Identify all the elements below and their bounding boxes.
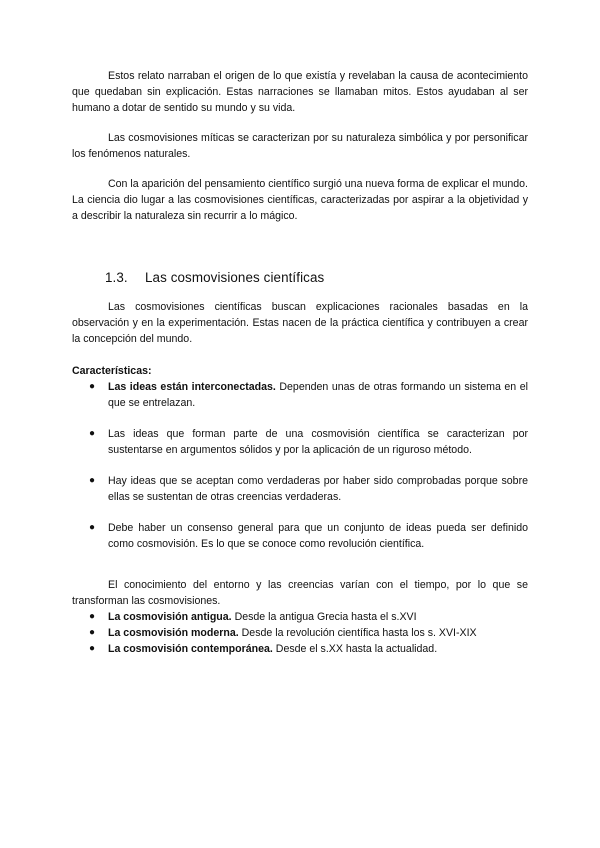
list-item <box>72 379 528 411</box>
intro-paragraph-2: Las cosmovisiones míticas se caracterizan por su naturaleza simbólica y por personificar los fenómenos naturales. <box>72 132 528 160</box>
list-item <box>72 609 528 625</box>
list-item <box>72 520 528 552</box>
item-text: Desde el s.XX hasta la actualidad. <box>272 643 438 655</box>
characteristics-list <box>72 379 528 552</box>
item-bold-text: La cosmovisión moderna. <box>108 627 239 639</box>
item-text: Desde la revolución científica hasta los s. XVI-XIX <box>238 627 477 639</box>
bullet-icon: ● <box>89 627 96 638</box>
list-item <box>72 426 528 458</box>
item-text: Las ideas que forman parte de una cosmovisión científica se caracterizan por sustentarse en argumentos sólidos y por la aplicación de un riguroso método. <box>108 428 528 456</box>
item-bold-text: Las ideas están interconectadas. <box>108 381 276 393</box>
list-item <box>72 641 528 657</box>
evolution-list <box>72 609 528 657</box>
intro-paragraph-1: Estos relato narraban el origen de lo que existía y revelaban la causa de acontecimiento que quedaban sin explicación. Estas narraciones se llamaban mitos. Estos ayudaban al ser humano a dotar de sentido su mundo y su vida. <box>72 70 528 114</box>
bullet-icon: ● <box>89 643 96 654</box>
evolution-intro-paragraph: El conocimiento del entorno y las creencias varían con el tiempo, por lo que se transforman las cosmovisiones. <box>72 579 528 607</box>
page-content <box>72 68 528 657</box>
section-number: 1.3. <box>105 270 128 285</box>
bullet-icon: ● <box>89 475 96 486</box>
item-text: Hay ideas que se aceptan como verdaderas por haber sido comprobadas porque sobre ellas se sustentan de otras creencias verdaderas. <box>108 475 528 503</box>
characteristics-label: Características: <box>72 365 152 377</box>
bullet-icon: ● <box>89 428 96 439</box>
bullet-icon: ● <box>89 381 96 392</box>
list-item <box>72 473 528 505</box>
list-item <box>72 625 528 641</box>
item-text: Dependen unas de otras formando un sistema en el que se entrelazan. <box>108 381 528 409</box>
section-intro-paragraph: Las cosmovisiones científicas buscan explicaciones racionales basadas en la observación y en la experimentación. Estas nacen de la práctica científica y contribuyen a crear la concepción del mundo. <box>72 301 528 345</box>
item-bold-text: La cosmovisión antigua. <box>108 611 232 623</box>
section-title: Las cosmovisiones científicas <box>145 270 325 285</box>
intro-paragraph-3: Con la aparición del pensamiento científico surgió una nueva forma de explicar el mundo. La ciencia dio lugar a las cosmovisiones científicas, caracterizadas por aspirar a la objetividad y a describir la naturaleza sin recurrir a lo mágico. <box>72 178 528 222</box>
item-bold-text: La cosmovisión contemporánea. <box>108 643 273 655</box>
section-heading <box>72 270 528 285</box>
bullet-icon: ● <box>89 611 96 622</box>
item-text: Desde la antigua Grecia hasta el s.XVI <box>231 611 417 623</box>
bullet-icon: ● <box>89 522 96 533</box>
item-text: Debe haber un consenso general para que un conjunto de ideas pueda ser definido como cosmovisión. Es lo que se conoce como revolución científica. <box>108 522 528 550</box>
